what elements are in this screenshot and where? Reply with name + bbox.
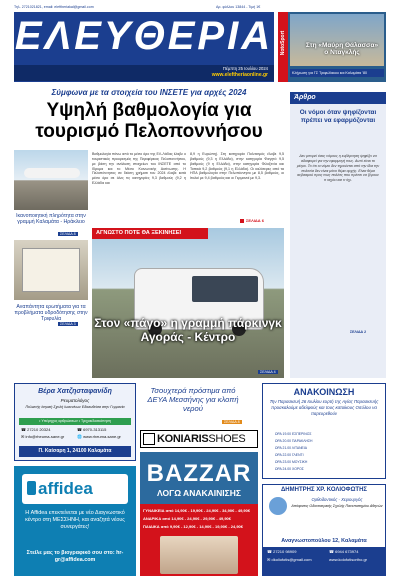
announcement-item: ΩΡΑ 20.00 ΠΑΡΑΚΛΗΣΗ xyxy=(275,439,313,443)
sport-teaser[interactable] xyxy=(278,12,386,82)
ad-vera-desc: Πολυετής Ιατρική Σχολή Ιωαννίνων Εδικευθείσα στην Γερμανία xyxy=(25,405,125,409)
bus-page: ΣΕΛΙΔΑ 4 xyxy=(260,370,276,374)
announcement-intro: Την Παρασκευή 26 Ιουλίου εορτή της Αγίας Παρασκευής προσκαλούμε αδελφούς και τους κατοίκους Οιτύλου να παρευρεθούν xyxy=(269,399,379,416)
ad-kolio-mobile[interactable]: ☎ 6944 673974 xyxy=(329,549,359,554)
announcement-item: ΩΡΑ 21.00 ΛΙΤΑΝΕΙΑ xyxy=(275,446,307,450)
left-item-1-caption: Ικανοποιητική πληρότητα στην γραμμή Καλαμάτα - Ηράκλειο xyxy=(16,213,86,225)
koniaris-brand: KONIARIS xyxy=(157,433,209,445)
editorial-label: Άρθρο xyxy=(290,92,386,104)
water-photo xyxy=(14,240,88,300)
ad-orthodontist[interactable] xyxy=(262,484,386,576)
editorial-body: Δεν μπορεί όσες νόμους η κυβέρνηση ψηφίζει να αδιαφορεί για την εφαρμογή τους. Αυτό είναι το μέτρο. Το ότι οι νόμοι δεν τηρούνται από την ίδια την πολιτεία δεν είναι μόνο θέμα αρχής. Είναι θέμα σεβασμού προς τους πολίτες που πρέπει να ξέρουν τι ισχύει και τι όχι. xyxy=(296,154,380,183)
bazzar-tagline: ΛΟΓΩ ΑΝΑΚΑΙΝΙΣΗΣ xyxy=(157,488,241,498)
sport-headline: Στη «Μαύρη Θάλασσα» ο Νταγκλής xyxy=(305,42,379,56)
bazzar-row-men: ΑΝΔΡΙΚΑ από 14,90€ - 24,90€ - 29,90€ - 49,90€ xyxy=(143,516,231,521)
ad-vera-address: Π. Καίσαρη 1, 24100 Καλαμάτα xyxy=(19,446,131,457)
bazzar-row-kids: ΠΑΙΔΙΚΑ από 9,90€ - 12,90€ - 14,90€ - 19,90€ - 24,90€ xyxy=(143,524,244,529)
announcement-item: ΩΡΑ 24.00 ΧΟΡΟΣ xyxy=(275,467,304,471)
ad-bazzar[interactable] xyxy=(140,452,258,576)
ad-kolio-role: Ορθοδοντικός - Χειρουργός xyxy=(311,497,363,502)
contact-line: Τηλ. 2721021821, email: eleftheriakal@gmail.com xyxy=(14,5,94,9)
ad-vera-name: Βέρα Χατζησταφανίδη xyxy=(38,388,112,395)
issue-date: Πέμπτη 25 Ιουλίου 2024 xyxy=(222,66,268,71)
issue-info: Αρ. φύλλου 13844 - Τιμή 1€ xyxy=(216,5,261,9)
deya-page: ΣΕΛΙΔΑ 8 xyxy=(224,420,240,424)
bus-banner: ΑΓΝΩΣΤΟ ΠΟΤΕ ΘΑ ΞΕΚΙΝΗΣΕΙ xyxy=(92,228,208,239)
editorial-box xyxy=(290,92,386,378)
editorial-title: Οι νόμοι όταν ψηφίζονται πρέπει να εφαρμόζονται xyxy=(299,109,377,124)
masthead xyxy=(14,12,274,82)
ad-vera-role: Ρευματολόγος xyxy=(60,398,90,403)
announcement-box xyxy=(262,383,386,479)
ad-koniaris[interactable] xyxy=(140,430,258,448)
sport-label: NotoSport xyxy=(280,30,286,56)
airport-photo xyxy=(14,150,88,210)
ad-vera-web[interactable]: 🌐 www.rheuma-sane.gr xyxy=(77,434,121,439)
lead-body-col2: 8,9 η Ευρώπη). Στη κατηγορία Πολιτισμός έλαβε 9,5 βαθμούς (9,3 η Ελλάδα), στην κατηγορία Φαγητό 9,5 βαθμούς (9 η Ελλάδα), στην κατηγορία Φιλοξενία και Τοπικά 9,2 βαθμούς (9,1 η Ελλάδα). Οι καλύτερες από τα ΗΠΑ βαθμολογία στην Πελοπόννησο με 8,5 βαθμούς, οι Ιταλοί με 9,4 βαθμούς και οι Γερμανοί με 9,3. xyxy=(190,152,284,181)
left-item-2-caption: Αναπάντητα ερωτήματα για τα προβλήματα υδροδότησης στην Τριφυλία xyxy=(14,304,88,322)
masthead-title: ΕΛΕΥΘΕΡΙΑ xyxy=(14,14,274,58)
ad-kolio-web[interactable]: www.kolofotisortho.gr xyxy=(329,557,368,562)
ad-kolio-address: Αναγνωστοπούλου 12, Καλαμάτα xyxy=(281,538,367,544)
lead-kicker: Σύμφωνα με τα στοιχεία του ΙΝΣΕΤΕ για αρχές 2024 xyxy=(51,88,247,97)
sport-caption: Κλήρωση για ΓΣ Τριφυλίακου και Καλαμάτα '80 xyxy=(290,69,384,77)
ad-vera-mobile[interactable]: ☎ 6970-313115 xyxy=(77,427,107,432)
affidea-logo-icon xyxy=(27,481,36,495)
ad-vera-phone[interactable]: ☎ 27210 20324 xyxy=(21,427,51,432)
ad-vera-email[interactable]: ✉ info@rheuma-sane.gr xyxy=(21,434,65,439)
left-item-1-page: ΣΕΛΙΔΑ 8 xyxy=(60,232,76,236)
bazzar-row-women: ΓΥΝΑΙΚΕΙΑ από 14,90€ - 19,90€ - 24,90€ - 34,90€ - 49,90€ xyxy=(143,508,251,513)
announcement-item: ΩΡΑ 23.00 ΜΟΥΣΙΚΗ xyxy=(275,460,308,464)
ad-kolio-name: ΔΗΜΗΤΡΗΣ ΧΡ. ΚΟΛΙΟΦΩΤΗΣ xyxy=(280,487,368,493)
lead-headline: Υψηλή βαθμολογία για τουρισμό Πελοποννήσου xyxy=(35,100,263,142)
ad-rheumatologist[interactable] xyxy=(14,383,136,461)
deya-headline: Τσουχτερά πρόστιμα από ΔΕΥΑ Μεσσήνης για κλοπή νερού xyxy=(147,386,239,413)
koniaris-suffix: SHOES xyxy=(208,433,246,445)
koniaris-logo-icon xyxy=(143,433,155,445)
announcement-items xyxy=(275,431,373,473)
ad-affidea[interactable] xyxy=(14,466,136,576)
affidea-logo: affidea xyxy=(38,479,93,498)
website-link[interactable]: www.eleftheriaonline.gr xyxy=(211,72,268,78)
ad-kolio-email[interactable]: ✉ dkoliofotis@gmail.com xyxy=(267,557,312,562)
bazzar-photo xyxy=(160,536,238,574)
sport-photo xyxy=(290,14,384,66)
affidea-line1: Η Affidea επεκτείνεται με νέο Διαγνωστικό κέντρο στη ΜΕΣΣΗΝΗ, και αναζητά νέους συνεργάτες! xyxy=(25,510,125,530)
lead-page-ref: ΣΕΛΙΔΑ 6 xyxy=(240,218,264,223)
affidea-line2[interactable]: Στείλε μας το βιογραφικό σου στο: hr-gr@affidea.com xyxy=(26,550,124,563)
ad-kolio-phone[interactable]: ☎ 27210 98909 xyxy=(267,549,297,554)
lead-body-col1: Βαθμολογία πάνω από το μέσο όρο της ΕΛ-Λάδας έλαβε ο τουριστικός προορισμός της Περιφέρειας Πελοποννήσου, με βάση την ανάλυση στοιχείων του ΙΝΣΕΤΕ από το Ιδρυμα και το Μέσο Κοινωνικής Ακτίνωσης. Η Πελοπόννησος σε δείκτη χρήματι του 2024 έλαβε κατά μέσο όρο σε όλες τις κατηγορίες 9,3 βαθμούς (9,2 η Ελλάδα και xyxy=(92,152,186,186)
bazzar-brand: BAZZAR xyxy=(146,460,252,487)
bus-photo xyxy=(92,228,284,378)
announcement-item: ΩΡΑ 19.00 ΕΣΠΕΡΙΝΟΣ xyxy=(275,432,312,436)
announcement-item: ΩΡΑ 22.00 ΓΛΕΝΤΙ xyxy=(275,453,304,457)
announcement-title: ΑΝΑΚΟΙΝΩΣΗ xyxy=(293,387,355,397)
bus-headline: Στον «πάγο» η γραμμή πάρκινγκ Αγοράς - Κέντρο xyxy=(94,316,282,344)
tooth-icon xyxy=(269,497,287,515)
left-item-2-page: ΣΕΛΙΔΑ 3 xyxy=(60,322,76,326)
editorial-page: ΣΕΛΙΔΑ 2 xyxy=(350,330,367,334)
ad-vera-services: • Υπέρηχος αρθρώσεων • Τριχοειδοσκόπηση xyxy=(19,418,131,425)
ad-kolio-desc: Απόφοιτος Οδοντιατρικής Σχολής Πανεπιστημίου Αθηνών xyxy=(291,504,383,508)
